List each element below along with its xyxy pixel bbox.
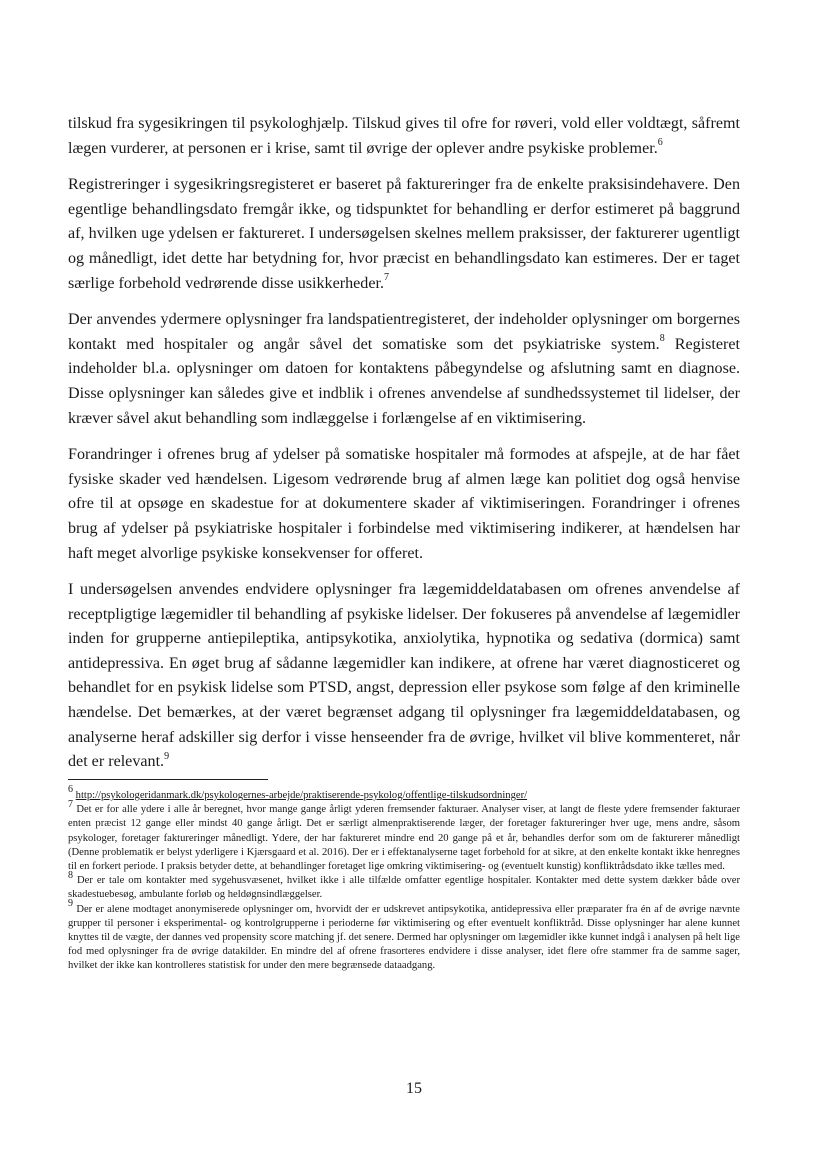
paragraph-4: Forandringer i ofrenes brug af ydelser på somatiske hospitaler må formodes at afspejle, at de har fået fysiske skader ved hændelsen. Ligesom vedrørende brug af almen læge kan politiet dog også henvise ofre til at opsøge en skadestue for at dokumentere skader af viktimiseringen. Forandringer i ofrenes brug af ydelser på psykiatriske hospitaler i forbindelse med viktimisering indikerer, at hændelsen har haft meget alvorlige psykiske konsekvenser for offeret. — [68, 446, 740, 562]
footnotes — [68, 784, 740, 974]
body-text — [68, 112, 740, 787]
footnote-ref-9[interactable]: 9 — [164, 750, 170, 762]
paragraph-3: Der anvendes ydermere oplysninger fra landspatientregisteret, der indeholder oplysninger om borgernes kontakt med hospitaler og angår såvel det somatiske som det psykiatriske system.$^8$ Registeret indeholder bl.a. oplysninger om datoen for kontaktens påbegyndelse og afslutning samt en diagnose. Disse oplysninger kan således give et indblik i ofrenes anvendelse af sundhedssystemet til lidelser, der kræver såvel akut behandling som indlæggelse i forlængelse af en viktimisering. — [68, 311, 740, 427]
footnote-divider — [68, 779, 268, 780]
footnote-ref-6[interactable]: 6 — [657, 137, 663, 149]
footnote-mark: 9 — [68, 898, 73, 910]
footnote-8: $^8$ Der er tale om kontakter med sygehusvæsenet, hvilket ikke i alle tilfælde omfatter egentlige hospitaler. Kontakter med dette system dækker både over skadestuebesøg, ambulante forløb og heldøgnsindlæggelser. — [68, 869, 740, 901]
footnote-mark: 7 — [68, 798, 73, 810]
footnote-6 — [68, 784, 740, 803]
footnote-ref-7[interactable]: 7 — [383, 272, 389, 284]
footnote-mark: 8 — [68, 869, 73, 881]
paragraph-1: tilskud fra sygesikringen til psykologhjælp. Tilskud gives til ofre for røveri, vold eller voldtægt, såfremt lægen vurderer, at personen er i krise, samt til øvrige der oplever andre psykiske problemer.$^6$ — [68, 115, 740, 157]
footnote-7: $^7$ Det er for alle ydere i alle år beregnet, hvor mange gange årligt yderen fremsender fakturaer. Analyser viser, at langt de fleste ydere fremsender fakturaer enten præcist 12 gange eller mindst 40 gange årligt. Det er særligt almenpraktiserende læger, der foretager faktureringer hver uge, mens andre, såsom psykologer, foretager faktureringer månedligt. Ydere, der har faktureret mindre end 20 gange på et år, behandles derfor som om de fakturerer månedligt (Denne problematik er belyst yderligere i Kjærsgaard et al. 2016). Der er i effektanalyserne taget forbehold for at sikre, at den enkelte kontakt ikke henregnes til en forkert periode. I praksis betyder dette, at behandlinger foretaget lige omkring viktimisering- og (eventuelt kunstig) konfliktrådsdato ikke tælles med. — [68, 798, 740, 873]
footnote-ref-8[interactable]: 8 — [659, 333, 665, 345]
footnote-link[interactable]: http://psykologeridanmark.dk/psykologernes-arbejde/praktiserende-psykolog/offentlige-tilskudsordninger/ — [75, 790, 528, 801]
footnote-mark: 6 — [68, 784, 73, 796]
page-number: 15 — [406, 1080, 422, 1097]
paragraph-2: Registreringer i sygesikringsregisteret er baseret på faktureringer fra de enkelte praksisindehavere. Den egentlige behandlingsdato fremgår ikke, og tidspunktet for behandling er derfor estimeret på baggrund af, hvilken uge ydelsen er faktureret. I undersøgelsen skelnes mellem praksisser, der fakturerer ugentligt og månedligt, idet dette har betydning for, hvor præcist en behandlingsdato kan estimeres. Der er taget særlige forbehold vedrørende disse usikkerheder.$^7$ — [68, 176, 740, 292]
paragraph-5: I undersøgelsen anvendes endvidere oplysninger fra lægemiddeldatabasen om ofrenes anvendelse af receptpligtige lægemidler til behandling af psykiske lidelser. Der fokuseres på anvendelse af lægemidler inden for grupperne antiepileptika, antipsykotika, anxiolytika, hypnotika og sedativa (dormica) samt antidepressiva. En øget brug af sådanne lægemidler kan indikere, at ofrene har været diagnosticeret og behandlet for en psykisk lidelse som PTSD, angst, depression eller psykose som følge af den kriminelle hændelse. Det bemærkes, at der været begrænset adgang til oplysninger fra lægemiddeldatabasen, og analyserne heraf adskiller sig derfor i visse henseender fra de øvrige, hvilket vil blive kommenteret, når det er relevant.$^9$ — [68, 581, 740, 771]
footnote-9: $^9$ Der er alene modtaget anonymiserede oplysninger om, hvorvidt der er udskrevet antipsykotika, antidepressiva eller præparater fra én af de øvrige nævnte grupper til personer i eksperimental- og kontrolgrupperne i perioderne før viktimisering og efter eventuelt konfliktråd. Disse oplysninger har alene kunnet knyttes til de vægte, der dannes ved propensity score matching jf. det senere. Dermed har oplysninger om lægemidler ikke kunnet indgå i analysen på helt lige fod med oplysninger fra de øvrige datakilder. En mindre del af ofrene frasorteres endvidere i disse analyser, idet flere ofre stammer fra de samme sager, hvilket der ikke kan kontrolleres statistisk for under den mere begrænsede dataadgang. — [68, 898, 740, 972]
